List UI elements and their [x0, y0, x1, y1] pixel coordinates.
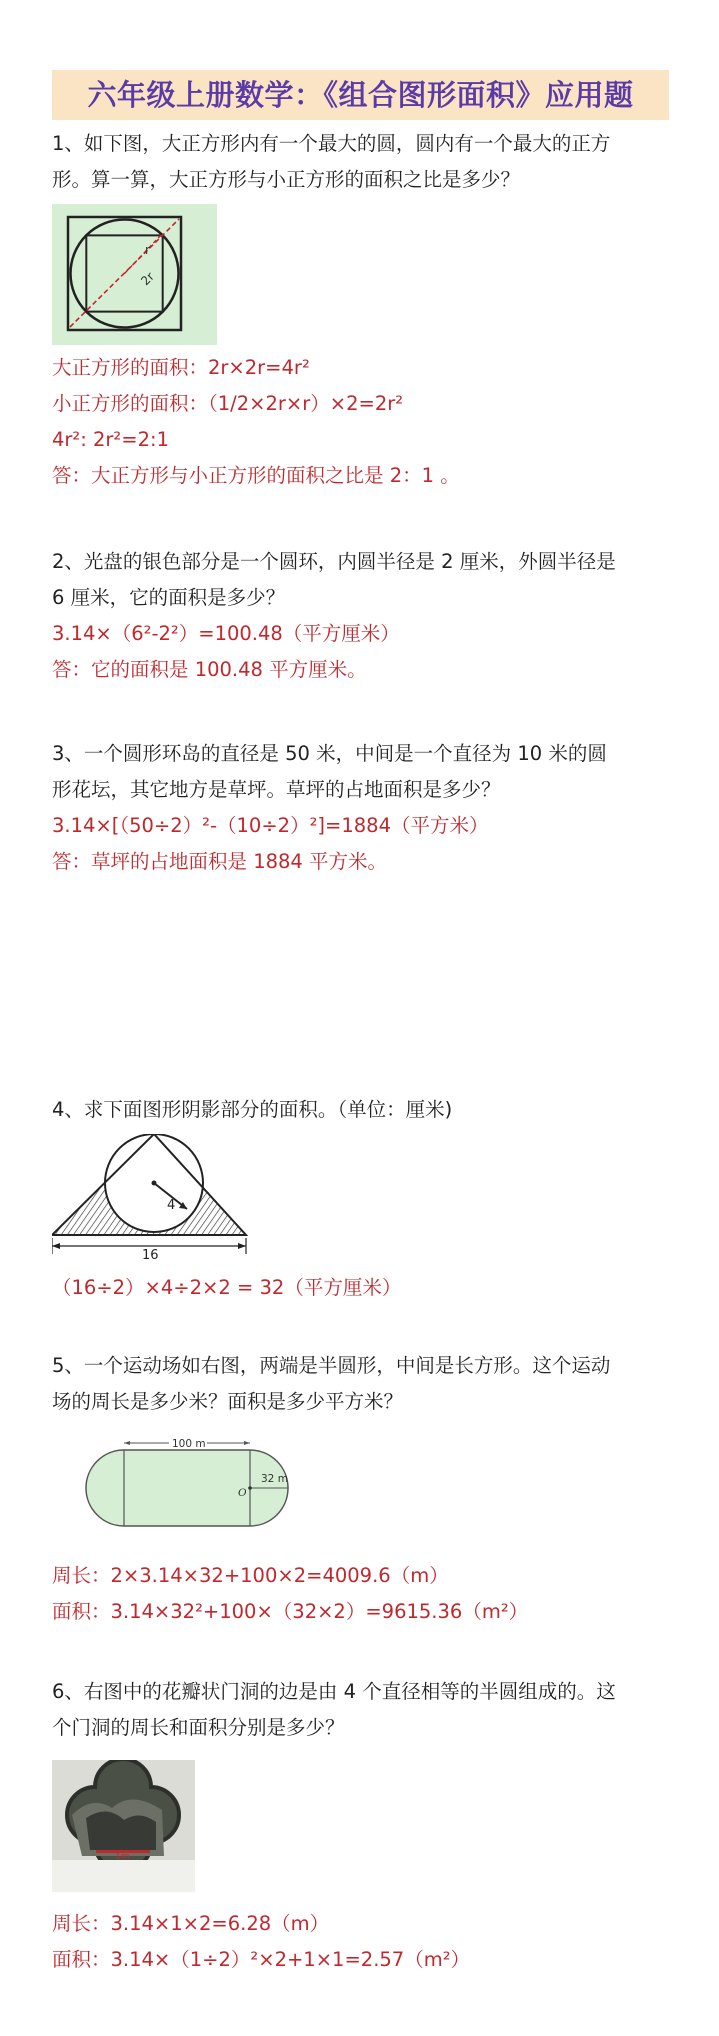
q4-fig-base-label: 16	[142, 1248, 159, 1260]
q5-answer-line-2: 面积：3.14×32²+100×（32×2）=9615.36（m²）	[52, 1600, 529, 1623]
q6-petal-doorway-photo	[52, 1760, 195, 1892]
q5-text-line-1: 5、一个运动场如右图，两端是半圆形，中间是长方形。这个运动	[52, 1354, 611, 1377]
q2-answer-line-1: 3.14×（6²-2²）=100.48（平方厘米）	[52, 622, 400, 645]
q5-text-line-2: 场的周长是多少米？面积是多少平方米？	[52, 1390, 404, 1413]
q6-answer-line-2: 面积：3.14×（1÷2）²×2+1×1=2.57（m²）	[52, 1948, 471, 1971]
q6-text-line-2: 个门洞的周长和面积分别是多少？	[52, 1716, 345, 1739]
q1-fig-label-r: r	[145, 243, 150, 257]
q2-text-line-1: 2、光盘的银色部分是一个圆环，内圆半径是 2 厘米，外圆半径是	[52, 550, 616, 573]
q4-fig-radius-label: 4	[167, 1198, 176, 1213]
q6-text-line-1: 6、右图中的花瓣状门洞的边是由 4 个直径相等的半圆组成的。这	[52, 1680, 616, 1703]
q1-answer-line-3: 4r²: 2r²=2:1	[52, 428, 169, 451]
q3-answer-line-1: 3.14×[（50÷2）²-（10÷2）²]=1884（平方米）	[52, 814, 489, 837]
q4-answer-line-1: （16÷2）×4÷2×2 = 32（平方厘米）	[52, 1276, 402, 1299]
q6-answer-line-1: 周长：3.14×1×2=6.28（m）	[52, 1912, 330, 1935]
q1-answer-line-2: 小正方形的面积：（1/2×2r×r）×2=2r²	[52, 392, 404, 415]
q4-text-line-1: 4、求下面图形阴影部分的面积。（单位：厘米)	[52, 1098, 453, 1121]
q5-fig-radius-label: 32 m	[261, 1473, 288, 1485]
page-title: 六年级上册数学：《组合图形面积》应用题	[52, 70, 669, 120]
q5-fig-length-label: 100 m	[172, 1438, 206, 1450]
q2-answer-line-2: 答：它的面积是 100.48 平方厘米。	[52, 658, 367, 681]
q6-fig-label: 1m	[115, 1852, 130, 1862]
q2-text-line-2: 6 厘米，它的面积是多少？	[52, 586, 286, 609]
q1-answer-line-4: 答：大正方形与小正方形的面积之比是 2：1 。	[52, 464, 460, 487]
q1-text-line-2: 形。算一算，大正方形与小正方形的面积之比是多少？	[52, 168, 521, 191]
q1-fig-label-2r: 2r	[138, 269, 158, 289]
q4-shaded-figure	[52, 1134, 252, 1260]
q5-answer-line-1: 周长：2×3.14×32+100×2=4009.6（m）	[52, 1564, 449, 1587]
q3-text-line-2: 形花坛，其它地方是草坪。草坪的占地面积是多少？	[52, 778, 501, 801]
q1-square-circle-figure	[52, 204, 217, 345]
q5-track-figure	[74, 1438, 304, 1540]
q5-fig-center-label: O	[238, 1487, 247, 1499]
q3-answer-line-2: 答：草坪的占地面积是 1884 平方米。	[52, 850, 388, 873]
q1-answer-line-1: 大正方形的面积：2r×2r=4r²	[52, 356, 310, 379]
q1-text-line-1: 1、如下图，大正方形内有一个最大的圆，圆内有一个最大的正方	[52, 132, 611, 155]
q3-text-line-1: 3、一个圆形环岛的直径是 50 米，中间是一个直径为 10 米的圆	[52, 742, 607, 765]
